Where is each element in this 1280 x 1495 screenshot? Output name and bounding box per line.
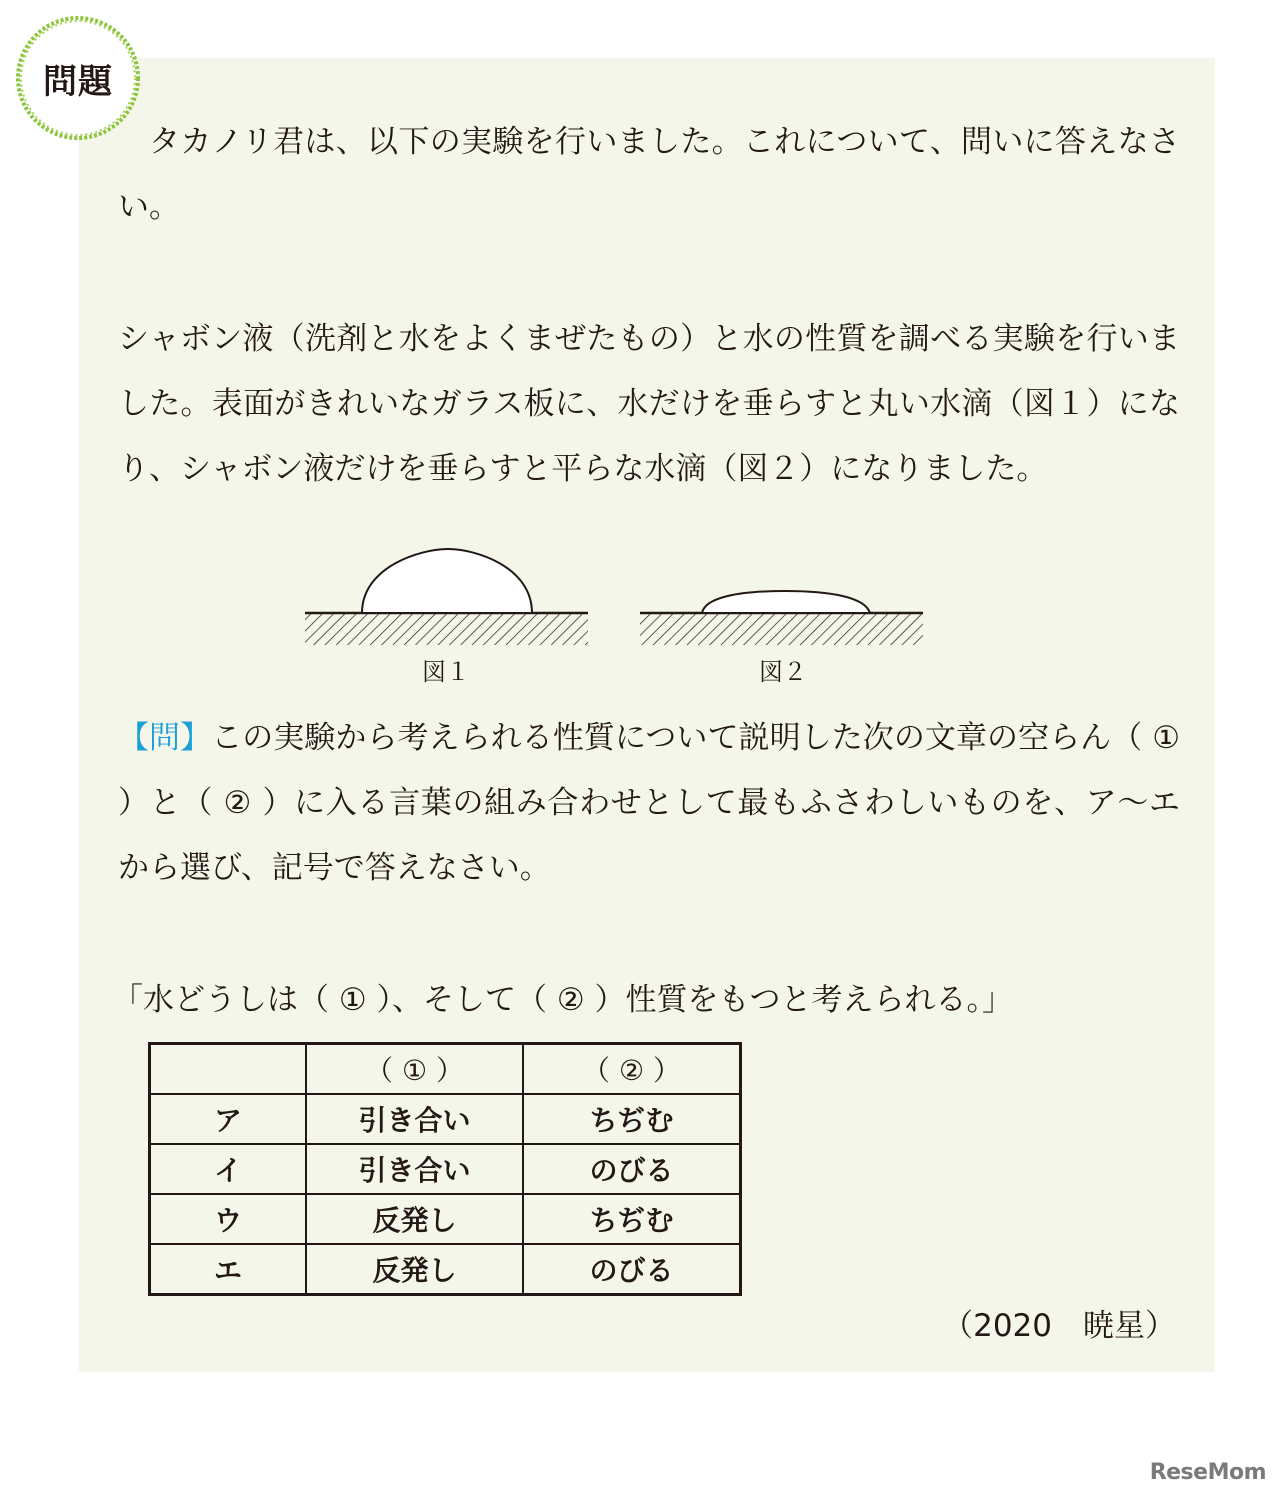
answer-choices-table xyxy=(148,1042,742,1296)
choice-label: イ xyxy=(150,1144,307,1194)
choice-blank-1: 引き合い xyxy=(306,1144,523,1194)
figure-2-flat-droplet xyxy=(640,591,923,645)
figures xyxy=(300,545,930,685)
fill-in-sentence: 「水どうしは（ ① ）、そして（ ② ）性質をもつと考えられる。」 xyxy=(112,982,1013,1018)
figure-1-caption: 図１ xyxy=(422,658,470,686)
choice-label: エ xyxy=(150,1244,307,1295)
choice-label: ウ xyxy=(150,1194,307,1244)
table-header-cell xyxy=(150,1044,307,1095)
watermark-logo: ReseMom xyxy=(1149,1460,1266,1485)
choice-blank-1: 引き合い xyxy=(306,1094,523,1144)
table-row xyxy=(150,1094,741,1144)
table-row xyxy=(150,1244,741,1295)
table-header-cell: （ ② ） xyxy=(523,1044,741,1095)
choice-blank-1: 反発し xyxy=(306,1244,523,1295)
figure-1-round-droplet xyxy=(305,549,588,645)
source-citation: （2020 暁星） xyxy=(942,1308,1176,1344)
choice-label: ア xyxy=(150,1094,307,1144)
choice-blank-2: のびる xyxy=(523,1144,741,1194)
choice-blank-2: ちぢむ xyxy=(523,1094,741,1144)
question-paragraph xyxy=(118,706,1180,901)
figure-2-caption: 図２ xyxy=(759,658,807,686)
choice-blank-2: のびる xyxy=(523,1244,741,1295)
table-row xyxy=(150,1194,741,1244)
badge-label: 問題 xyxy=(43,61,113,102)
choice-blank-1: 反発し xyxy=(306,1194,523,1244)
table-row xyxy=(150,1144,741,1194)
table-header-row xyxy=(150,1044,741,1095)
droplet-figures xyxy=(300,545,930,655)
question-text: この実験から考えられる性質について説明した次の文章の空らん（ ① ）と（ ② ）に入る言葉の組み合わせとして最もふさわしいものを、ア〜エから選び、記号で答えなさい。 xyxy=(118,720,1181,886)
choice-blank-2: ちぢむ xyxy=(523,1194,741,1244)
experiment-description: シャボン液（洗剤と水をよくまぜたもの）と水の性質を調べる実験を行いました。表面がきれいなガラス板に、水だけを垂らすと丸い水滴（図１）になり、シャボン液だけを垂らすと平らな水滴（図２）になりました。 xyxy=(118,321,1180,487)
question-tag: 【問】 xyxy=(118,720,212,756)
table-header-cell: （ ① ） xyxy=(306,1044,523,1095)
intro-paragraph: タカノリ君は、以下の実験を行いました。これについて、問いに答えなさい。 xyxy=(118,124,1180,225)
